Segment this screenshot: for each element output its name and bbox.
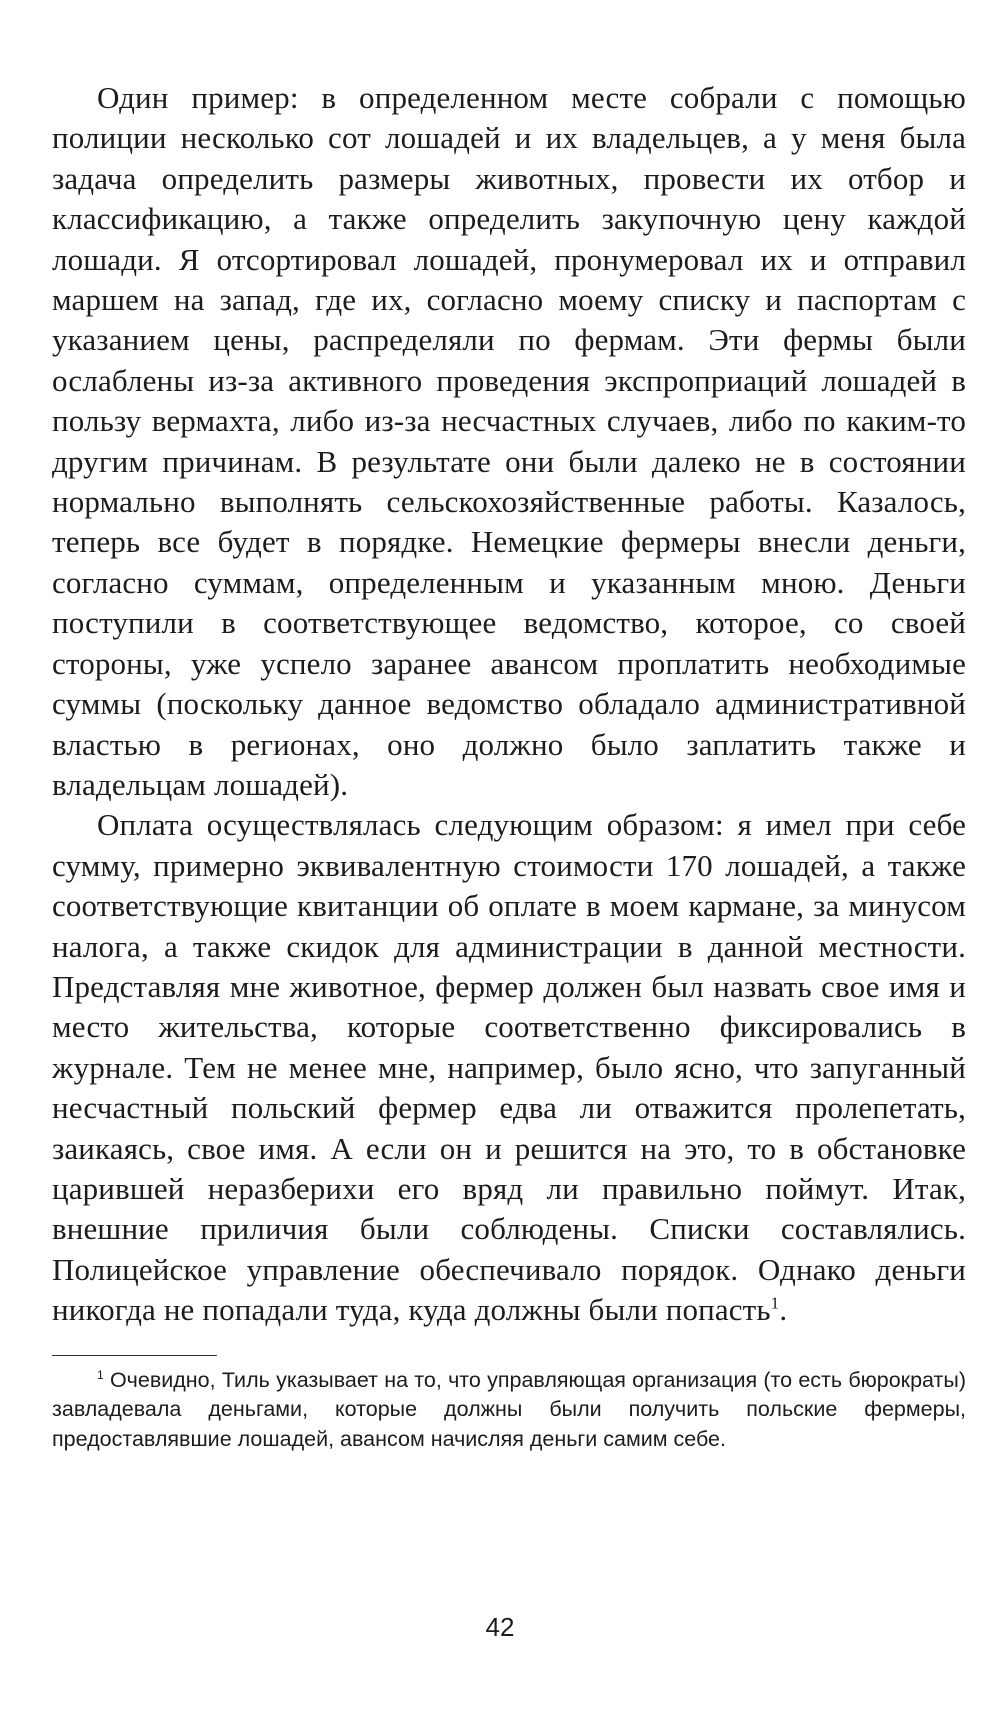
page-content (52, 78, 966, 1454)
paragraph-1: Один пример: в определенном месте собрали с помощью полиции несколько сот лошадей и их владельцев, а у меня была задача определить размеры животных, провести их отбор и классификацию, а также определить закупочную цену каждой лошади. Я отсортировал лошадей, пронумеровал их и отправил маршем на запад, где их, согласно моему списку и паспортам с указанием цены, распределяли по фермам. Эти фермы были ослаблены из-за активного проведения экспроприаций лошадей в пользу вермахта, либо из-за несчастных случаев, либо по каким-то другим причинам. В результате они были далеко не в состоянии нормально выполнять сельскохозяйственные работы. Казалось, теперь все будет в порядке. Немецкие фермеры внесли деньги, согласно суммам, определенным и указанным мною. Деньги поступили в соответствующее ведомство, которое, со своей стороны, уже успело заранее авансом проплатить необходимые суммы (поскольку данное ведомство обладало административной властью в регионах, оно должно было заплатить также и владельцам лошадей). (52, 80, 966, 802)
footnote-reference: 1 (770, 1293, 780, 1313)
footnote (52, 1366, 966, 1455)
footnote-text: Очевидно, Тиль указывает на то, что управляющая организация (то есть бюрократы) завладевала деньгами, которые должны были получить польские фермеры, предоставлявшие лошадей, авансом начисляя деньги самим себе. (52, 1367, 966, 1451)
footnote-divider (52, 1355, 217, 1356)
paragraph-2: Оплата осуществлялась следующим образом: я имел при себе сумму, примерно эквивалентную стоимости 170 лошадей, а также соответствующие квитанции об оплате в моем кармане, за минусом налога, а также скидок для администрации в данной местности. Представляя мне животное, фермер должен был назвать свое имя и место жительства, которые соответственно фиксировались в журнале. Тем не менее мне, например, было ясно, что запуганный несчастный польский фермер едва ли отважится пролепетать, заикаясь, свое имя. А если он и решится на это, то в обстановке царившей неразберихи его вряд ли правильно поймут. Итак, внешние приличия были соблюдены. Списки составлялись. Полицейское управление обеспечивало порядок. Однако деньги никогда не попадали туда, куда должны были попасть$^1$. (52, 807, 966, 1328)
page-number: 42 (485, 1612, 515, 1642)
footnote-marker: 1 (97, 1367, 104, 1382)
paragraph-2-text: Оплата осуществлялась следующим образом: я имел при себе сумму, примерно эквивалентную стоимости 170 лошадей, а также соответствующие квитанции об оплате в моем кармане, за минусом налога, а также скидок для администрации в данной местности. Представляя мне животное, фермер должен был назвать свое имя и место жительства, которые соответственно фиксировались в журнале. Тем не менее мне, например, было ясно, что запуганный несчастный польский фермер едва ли отважится пролепетать, заикаясь, свое имя. А если он и решится на это, то в обстановке царившей неразберихи его вряд ли правильно поймут. Итак, внешние приличия были соблюдены. Списки составлялись. Полицейское управление обеспечивало порядок. Однако деньги никогда не попадали туда, куда должны были попасть (52, 807, 966, 1328)
